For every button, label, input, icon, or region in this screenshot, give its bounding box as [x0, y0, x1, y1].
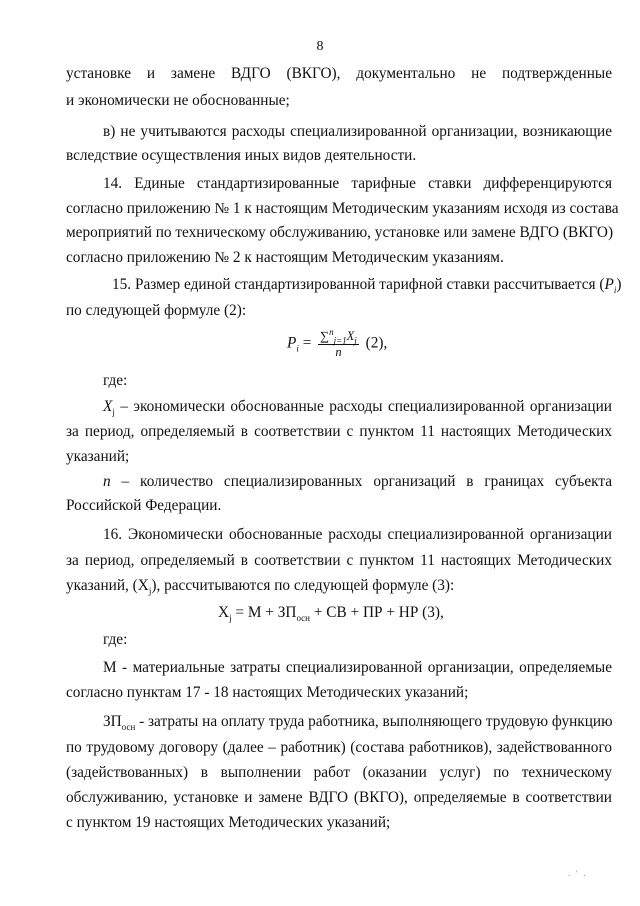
formula-eq: =	[298, 334, 316, 352]
formula-fraction	[318, 326, 359, 359]
fraction-denominator: n	[335, 344, 342, 359]
formula-3	[218, 604, 444, 624]
text-line: вследствие осуществления иных видов деятельности.	[66, 147, 417, 164]
formula-sub: j	[229, 613, 232, 624]
text-line: где:	[103, 631, 128, 648]
text-line	[103, 660, 612, 675]
symbol-subscript: j	[112, 407, 115, 418]
text-run: 15. Размер единой стандартизированной тарифной ставки рассчитывается (	[112, 276, 605, 293]
text-line: с пунктом 19 настоящих Методических указаний;	[66, 814, 391, 831]
formula-eq: = М + ЗП	[231, 604, 297, 621]
symbol-subscript: j	[148, 586, 152, 597]
formula-label: (2),	[361, 334, 388, 352]
symbol: P	[604, 276, 614, 293]
text-line: и экономически не обоснованные;	[66, 92, 290, 109]
sum-var: X	[346, 329, 355, 343]
text-line: за период, определяемый в соответствии с пунктом 11 настоящих Методических	[66, 423, 612, 440]
text-line: 14. Единые стандартизированные тарифные ставки дифференцируются	[103, 175, 612, 192]
text-run: – экономически обоснованные расходы специализированной организации	[114, 398, 612, 415]
text-line: обслуживанию, установке и замене ВДГО (ВКГО), определяемые в соответствии	[66, 789, 612, 806]
text-line	[103, 713, 613, 733]
formula-sub: i	[296, 343, 299, 354]
text-line: (задействованных) в выполнении работ (оказании услуг) по техническому	[66, 764, 612, 781]
text-line: по трудовому договору (далее – работник) (состава работников), задействованного	[66, 739, 612, 756]
page-number: 8	[316, 39, 324, 54]
symbol-subscript: осн	[121, 722, 136, 733]
fraction-numerator	[318, 326, 359, 346]
text-line: согласно приложению № 1 к настоящим Методическим указаниям исходя из состава	[66, 200, 619, 217]
symbol: ЗП	[103, 713, 122, 730]
formula-sub: осн	[296, 613, 310, 624]
text-line: указаний;	[66, 448, 130, 465]
symbol: X	[103, 398, 113, 415]
symbol: М	[103, 659, 117, 676]
text-run: ), рассчитываются по следующей формуле (3):	[151, 577, 455, 594]
sum-upper: n	[329, 326, 334, 337]
text-line: 16. Экономически обоснованные расходы специализированной организации	[103, 526, 612, 543]
formula-var: P	[287, 334, 297, 352]
symbol-subscript: i	[613, 285, 617, 296]
formula-2	[287, 326, 388, 359]
symbol: n	[103, 473, 111, 490]
formula-var: X	[218, 604, 230, 621]
sum-var-sub: j	[354, 335, 357, 346]
text-line: установке и замене ВДГО (ВКГО), документально не подтвержденные	[66, 65, 612, 82]
text-line: за период, определяемый в соответствии с пунктом 11 настоящих Методических	[66, 552, 612, 569]
text-run: - материальные затраты специализированной организации, определяемые	[116, 659, 612, 676]
sum-sign: ∑	[320, 329, 330, 343]
text-line: в) не учитываются расходы специализированной организации, возникающие	[103, 123, 612, 140]
text-line: Российской Федерации.	[66, 497, 222, 514]
text-line	[103, 398, 612, 418]
sum-lower: j=1	[333, 335, 347, 346]
text-line	[66, 577, 455, 597]
text-line: согласно пунктам 17 - 18 настоящих Методических указаний;	[66, 684, 469, 701]
text-line	[112, 276, 622, 296]
text-line	[103, 474, 612, 489]
text-line: где:	[103, 372, 128, 389]
text-run: – количество специализированных организаций в границах субъекта	[110, 473, 612, 490]
text-run: указаний, (X	[66, 577, 149, 594]
scan-specks: . ' .	[568, 869, 588, 878]
text-line: согласно приложению № 2 к настоящим Методическим указаниям.	[66, 249, 504, 266]
formula-rest: + СВ + ПР + НР (3),	[310, 604, 444, 621]
text-run: )	[616, 276, 622, 293]
text-line: мероприятий по техническому обслуживанию, установке или замене ВДГО (ВКГО)	[66, 224, 614, 241]
text-line: по следующей формуле (2):	[66, 302, 247, 319]
text-run: - затраты на оплату труда работника, выполняющего трудовую функцию	[135, 713, 613, 730]
